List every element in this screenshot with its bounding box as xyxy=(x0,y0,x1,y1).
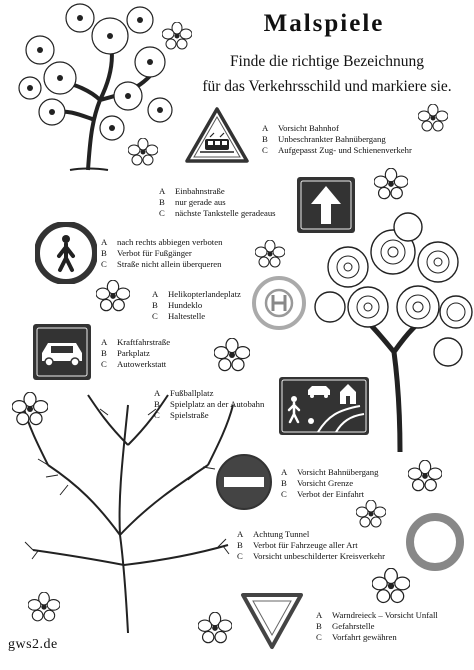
answer-option[interactable]: C Spielstraße xyxy=(154,410,209,421)
answer-option[interactable]: A Einbahnstraße xyxy=(159,186,225,196)
answer-option[interactable]: B Parkplatz xyxy=(101,348,150,359)
answer-option[interactable]: C Autowerkstatt xyxy=(101,359,167,370)
flower-icon xyxy=(12,392,48,426)
answer-option[interactable]: A Helikopterlandeplatz xyxy=(152,289,241,299)
flower-icon xyxy=(162,22,192,50)
answer-option[interactable]: A Vorsicht Bahnhof xyxy=(262,123,339,133)
answer-option[interactable]: C Verbot der Einfahrt xyxy=(281,489,365,500)
flower-icon xyxy=(408,460,442,492)
flower-icon xyxy=(214,338,250,372)
answer-option[interactable]: B Unbeschrankter Bahnübergang xyxy=(262,134,386,145)
answer-option[interactable]: A nach rechts abbiegen verboten xyxy=(101,237,223,247)
answer-option[interactable]: C Straße nicht allein überqueren xyxy=(101,259,222,270)
answer-option[interactable]: B Spielplatz an der Autobahn xyxy=(154,399,265,410)
no-entry-sign-icon xyxy=(215,453,273,511)
one-way-arrow-sign-icon xyxy=(296,176,356,234)
answer-options-q6 xyxy=(154,388,264,422)
train-warning-sign-icon xyxy=(184,106,250,164)
flower-icon xyxy=(372,568,410,604)
answer-options-q7 xyxy=(281,467,378,501)
answer-option[interactable]: B Vorsicht Grenze xyxy=(281,478,354,489)
answer-options-q1 xyxy=(262,123,412,157)
answer-option[interactable]: A Achtung Tunnel xyxy=(237,529,310,539)
answer-options-q2 xyxy=(159,186,276,220)
answer-options-q5 xyxy=(101,337,170,371)
bus-stop-h-sign-icon xyxy=(252,276,306,330)
answer-option[interactable]: A Kraftfahrstraße xyxy=(101,337,171,347)
answer-option[interactable]: C nächste Tankstelle geradeaus xyxy=(159,208,276,219)
answer-option[interactable]: C Vorsicht unbeschilderter Kreisverkehr xyxy=(237,551,386,562)
site-footer: gws2.de xyxy=(8,637,58,652)
car-sign-icon xyxy=(32,323,92,381)
answer-option[interactable]: B Hundeklo xyxy=(152,300,203,311)
no-vehicles-sign-icon xyxy=(405,512,465,572)
flower-icon xyxy=(255,240,285,268)
answer-option[interactable]: B nur gerade aus xyxy=(159,197,226,208)
answer-option[interactable]: C Vorfahrt gewähren xyxy=(316,632,397,643)
pedestrian-prohibited-sign-icon xyxy=(35,222,97,284)
flower-icon xyxy=(128,138,158,166)
flower-icon xyxy=(418,104,448,132)
instruction-line-2: für das Verkehrsschild und markiere sie. xyxy=(202,78,452,95)
answer-option[interactable]: B Verbot für Fahrzeuge aller Art xyxy=(237,540,358,551)
answer-options-q9 xyxy=(316,610,438,644)
flower-icon xyxy=(28,592,60,622)
answer-option[interactable]: B Gefahrstelle xyxy=(316,621,375,632)
instruction-line-1: Finde die richtige Bezeichnung xyxy=(229,53,425,70)
answer-options-q4 xyxy=(152,289,241,323)
page-title: Malspiele xyxy=(263,10,385,37)
answer-options-q8 xyxy=(237,529,385,563)
answer-option[interactable]: A Fußballplatz xyxy=(154,388,214,398)
answer-options-q3 xyxy=(101,237,222,271)
flower-icon xyxy=(356,500,386,528)
flower-icon xyxy=(198,612,232,644)
answer-option[interactable]: A Vorsicht Bahnübergang xyxy=(281,467,379,477)
answer-option[interactable]: B Verbot für Fußgänger xyxy=(101,248,192,259)
answer-option[interactable]: A Warndreieck – Vorsicht Unfall xyxy=(316,610,438,620)
play-street-sign-icon xyxy=(278,376,370,436)
flower-icon xyxy=(96,280,130,312)
flower-icon xyxy=(374,168,408,200)
answer-option[interactable]: C Aufgepasst Zug- und Schienenverkehr xyxy=(262,145,412,156)
answer-option[interactable]: C Haltestelle xyxy=(152,311,206,322)
yield-sign-icon xyxy=(240,592,304,650)
